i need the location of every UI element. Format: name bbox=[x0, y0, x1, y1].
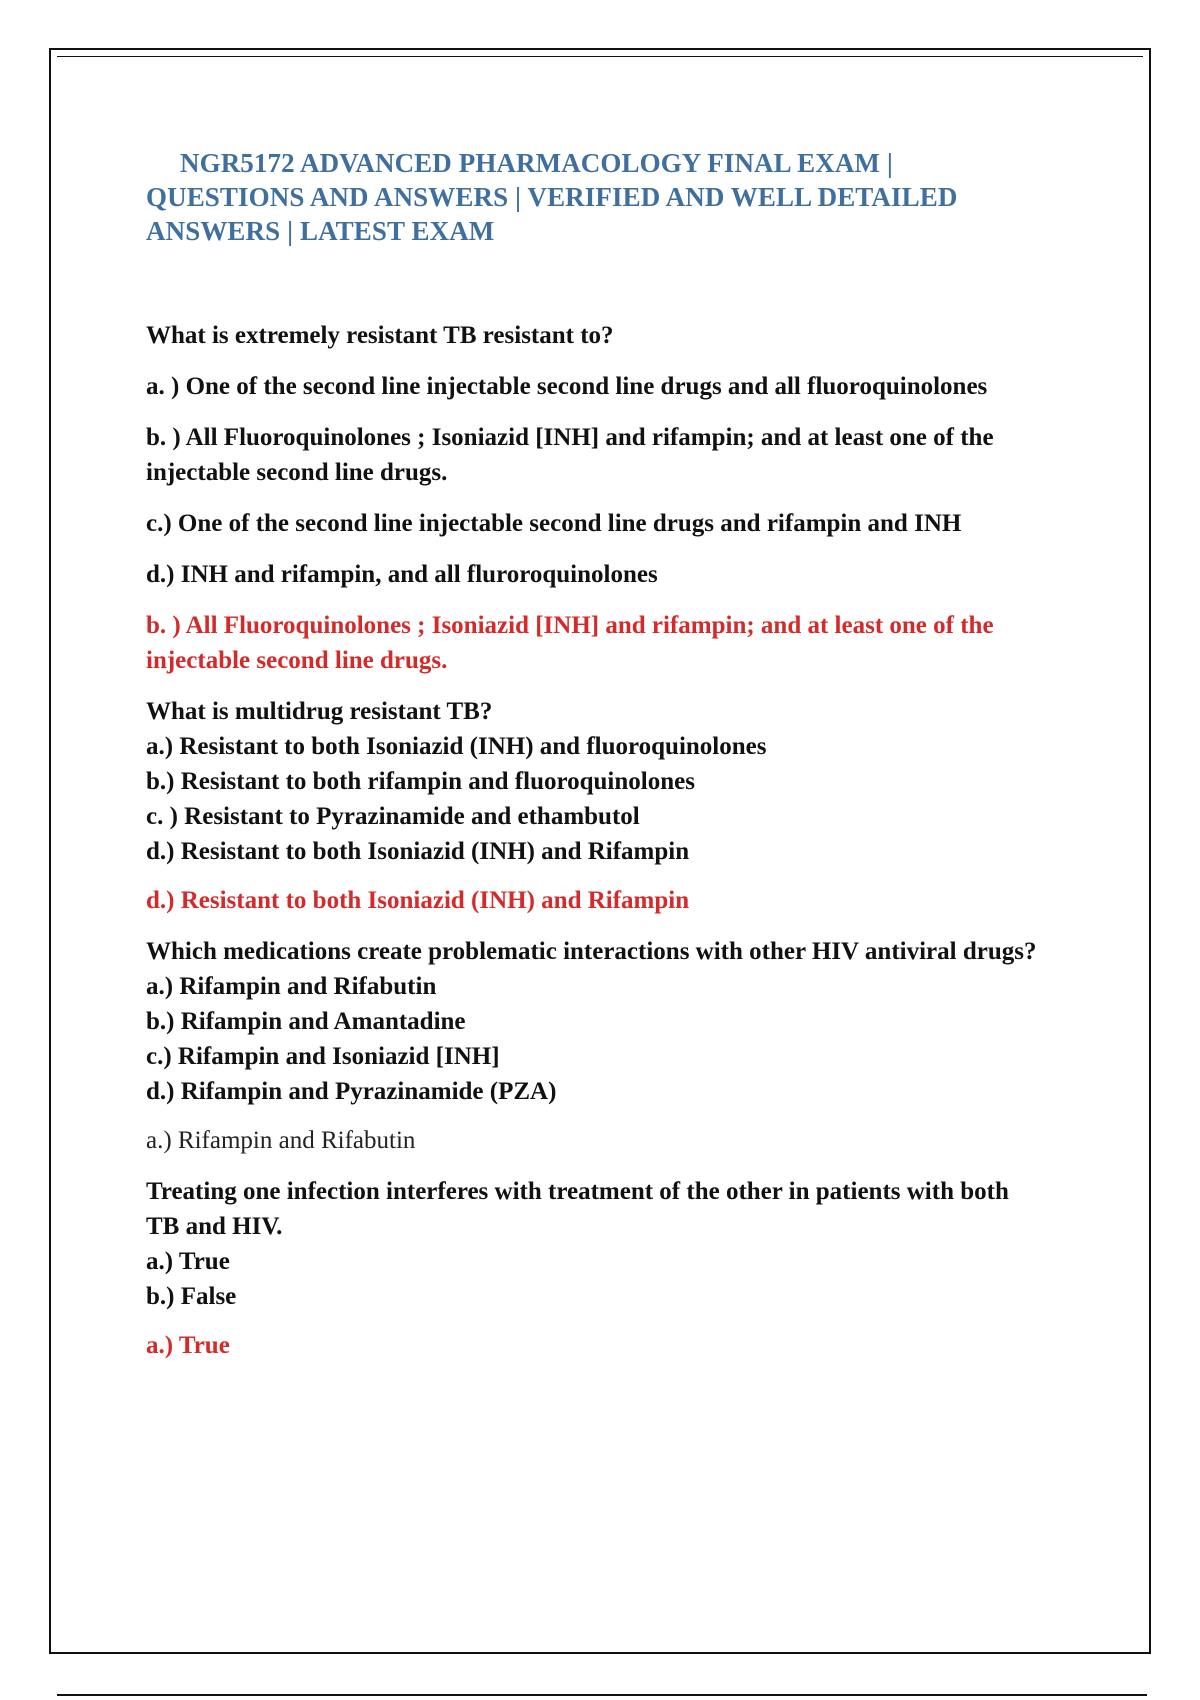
answer-option: b.) False bbox=[146, 1283, 237, 1310]
answer-option: c.) One of the second line injectable second line drugs and rifampin and INH bbox=[146, 510, 962, 537]
correct-answer: b. ) All Fluoroquinolones ; Isoniazid [INH] and rifampin; and at least one of the injectable second line drugs. bbox=[146, 612, 994, 674]
question-block-3 bbox=[146, 934, 1046, 1158]
question-text: Which medications create problematic interactions with other HIV antiviral drugs? bbox=[146, 938, 1037, 965]
answer-option: c.) Rifampin and Isoniazid [INH] bbox=[146, 1043, 500, 1070]
answer-option: d.) INH and rifampin, and all fluroroquinolones bbox=[146, 561, 658, 588]
correct-answer: a.) Rifampin and Rifabutin bbox=[146, 1127, 416, 1154]
question-text: What is extremely resistant TB resistant to? bbox=[146, 322, 614, 349]
answer-option: a.) Resistant to both Isoniazid (INH) and fluoroquinolones bbox=[146, 733, 767, 760]
question-block-1 bbox=[146, 318, 1046, 678]
answer-option: c. ) Resistant to Pyrazinamide and ethambutol bbox=[146, 803, 640, 830]
answer-option: b. ) All Fluoroquinolones ; Isoniazid [INH] and rifampin; and at least one of the injectable second line drugs. bbox=[146, 424, 994, 486]
correct-answer: a.) True bbox=[146, 1332, 230, 1359]
document-title: NGR5172 ADVANCED PHARMACOLOGY FINAL EXAM | QUESTIONS AND ANSWERS | VERIFIED AND WELL DETAILED ANSWERS | LATEST EXAM bbox=[146, 148, 958, 246]
answer-option: d.) Resistant to both Isoniazid (INH) and Rifampin bbox=[146, 838, 690, 865]
answer-option: a. ) One of the second line injectable second line drugs and all fluoroquinolones bbox=[146, 373, 988, 400]
top-rule bbox=[57, 56, 1143, 57]
answer-option: a.) True bbox=[146, 1248, 230, 1275]
page-bottom-rule bbox=[57, 1694, 1147, 1696]
document-body bbox=[146, 146, 1046, 1363]
question-text: Treating one infection interferes with treatment of the other in patients with both TB and HIV. bbox=[146, 1178, 1009, 1240]
answer-option: b.) Resistant to both rifampin and fluoroquinolones bbox=[146, 768, 695, 795]
question-text: What is multidrug resistant TB? bbox=[146, 698, 493, 725]
question-block-4 bbox=[146, 1174, 1046, 1363]
answer-option: d.) Rifampin and Pyrazinamide (PZA) bbox=[146, 1078, 557, 1105]
answer-option: b.) Rifampin and Amantadine bbox=[146, 1008, 466, 1035]
answer-option: a.) Rifampin and Rifabutin bbox=[146, 973, 437, 1000]
correct-answer: d.) Resistant to both Isoniazid (INH) and Rifampin bbox=[146, 887, 690, 914]
question-block-2 bbox=[146, 694, 1046, 918]
